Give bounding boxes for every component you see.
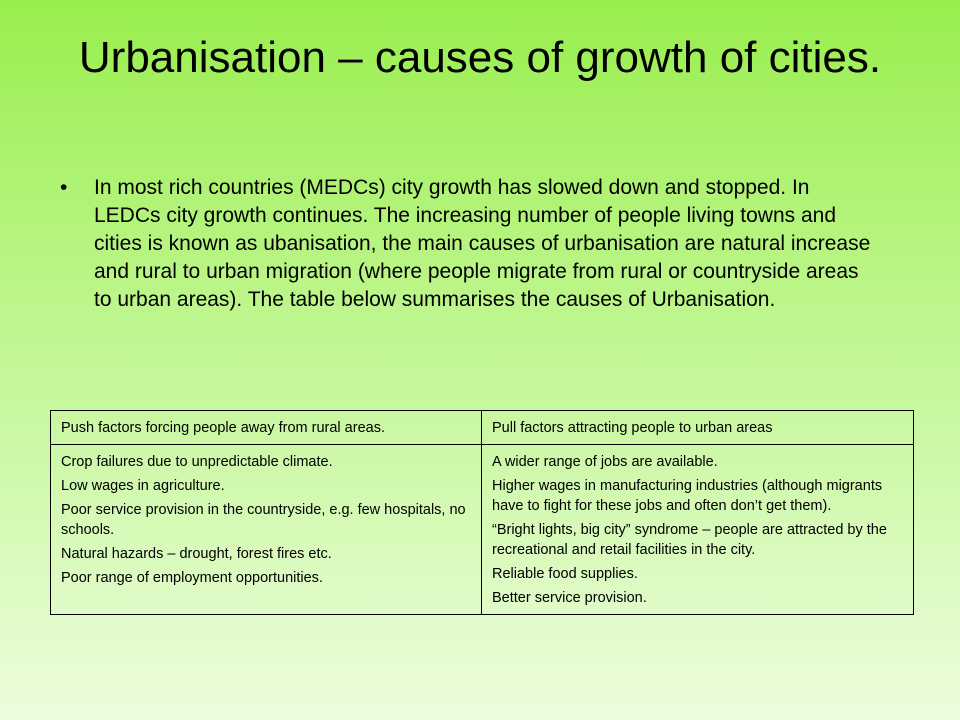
bullet-marker: • <box>60 176 68 199</box>
push-factor-item: Poor service provision in the countryside, e.g. few hospitals, no schools. <box>61 502 466 538</box>
causes-table <box>50 410 914 615</box>
pull-factor-item: “Bright lights, big city” syndrome – people are attracted by the recreational and retail facilities in the city. <box>492 522 887 558</box>
push-factor-item: Low wages in agriculture. <box>61 478 225 494</box>
table-header-row <box>51 411 914 445</box>
push-factor-item: Natural hazards – drought, forest fires etc. <box>61 546 332 562</box>
pull-factor-item: Reliable food supplies. <box>492 566 638 582</box>
push-factors-header: Push factors forcing people away from rural areas. <box>51 411 482 445</box>
pull-factor-item: Better service provision. <box>492 590 647 606</box>
pull-factor-item: Higher wages in manufacturing industries (although migrants have to fight for these jobs and often don’t get them). <box>492 478 883 514</box>
slide-title: Urbanisation – causes of growth of cities. <box>78 33 882 82</box>
push-factors-cell <box>51 445 482 615</box>
pull-factors-header: Pull factors attracting people to urban areas <box>482 411 914 445</box>
push-factor-item: Poor range of employment opportunities. <box>61 570 323 586</box>
pull-factors-cell <box>482 445 914 615</box>
push-factor-item: Crop failures due to unpredictable climate. <box>61 454 333 470</box>
bullet-item <box>60 174 880 314</box>
bullet-text: In most rich countries (MEDCs) city growth has slowed down and stopped. In LEDCs city growth continues. The increasing number of people living towns and cities is known as ubanisation, the main causes of urbanisation are natural increase and rural to urban migration (where people migrate from rural or countryside areas to urban areas). The table below summarises the causes of Urbanisation. <box>94 176 871 311</box>
bullet-list <box>60 174 880 314</box>
table-row <box>51 445 914 615</box>
pull-factor-item: A wider range of jobs are available. <box>492 454 718 470</box>
